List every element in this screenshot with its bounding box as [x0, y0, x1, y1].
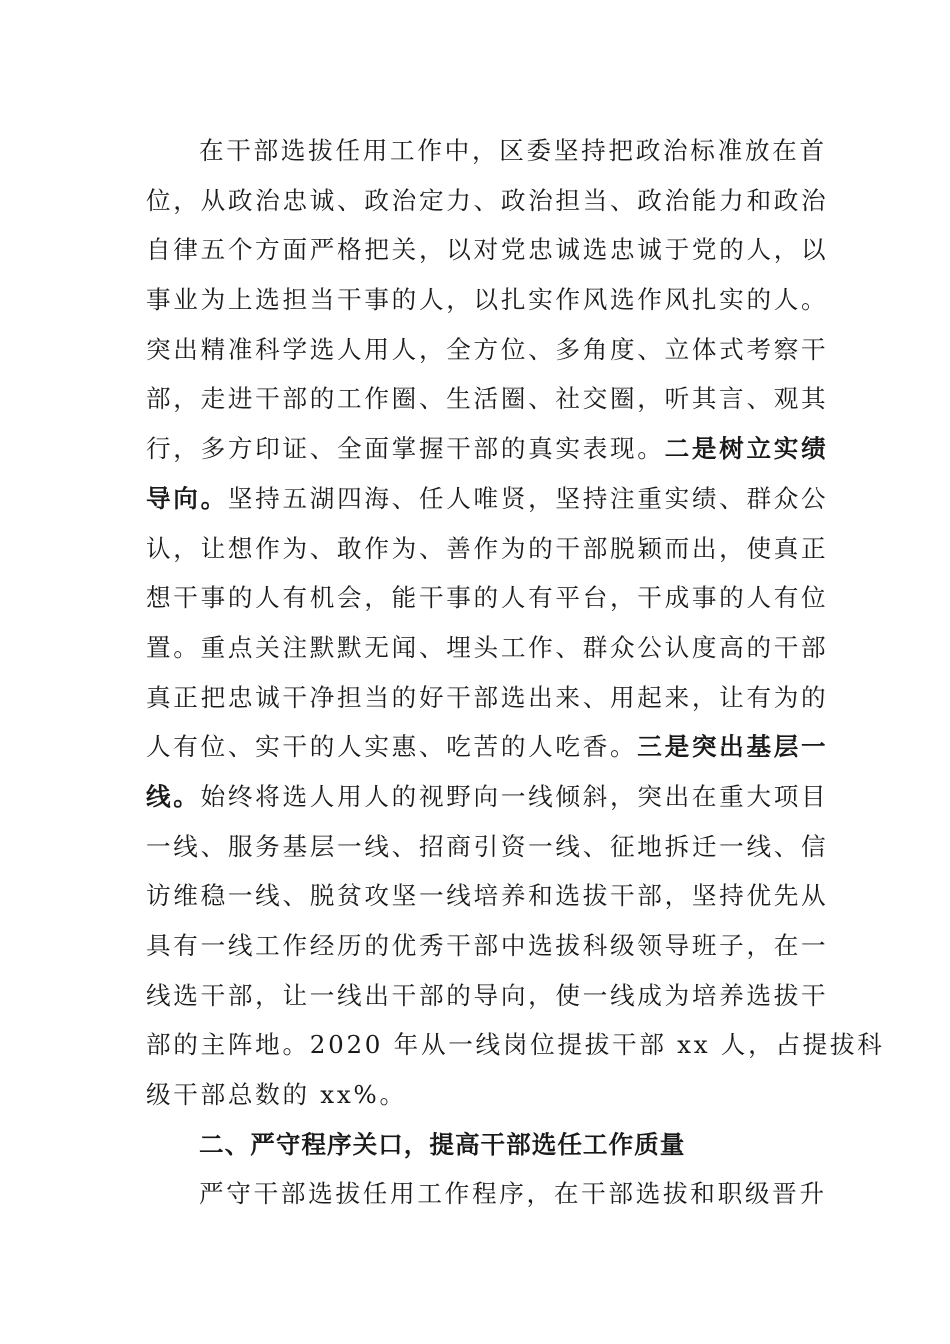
paragraph-line	[146, 1169, 827, 1219]
line-text: 线选干部，让一线出干部的导向，使一线成为培养选拔干	[146, 980, 829, 1010]
paragraph-line	[146, 722, 829, 772]
paragraph-line	[146, 374, 829, 424]
body-text	[146, 126, 885, 1219]
paragraph-line	[146, 1020, 885, 1070]
line-text: 真正把忠诚干净担当的好干部选出来、用起来，让有为的	[146, 682, 829, 712]
section-heading	[146, 1120, 810, 1170]
line-text: 置。重点关注默默无闻、埋头工作、群众公认度高的干部	[146, 632, 829, 662]
paragraph-line	[146, 822, 829, 872]
line-text: 自律五个方面严格把关，以对党忠诚选忠诚于党的人，以	[146, 235, 829, 265]
bold-subheading: 线。	[146, 781, 201, 811]
line-text: 人有位、实干的人实惠、吃苦的人吃香。	[146, 732, 638, 762]
line-text: 行，多方印证、全面掌握干部的真实表现。	[146, 434, 665, 464]
line-text: 访维稳一线、脱贫攻坚一线培养和选拔干部，坚持优先从	[146, 881, 829, 911]
paragraph-line	[146, 126, 827, 176]
line-text: 具有一线工作经历的优秀干部中选拔科级领导班子，在一	[146, 931, 829, 960]
paragraph-line	[146, 225, 829, 275]
paragraph-line	[146, 921, 829, 971]
paragraph-line	[146, 1070, 810, 1120]
line-text: 位，从政治忠诚、政治定力、政治担当、政治能力和政治	[146, 185, 829, 215]
paragraph-line	[146, 573, 829, 623]
paragraph-line	[146, 275, 829, 325]
paragraph-line	[146, 325, 829, 375]
line-text: 事业为上选担当干事的人，以扎实作风选作风扎实的人。	[146, 285, 829, 315]
line-text: 突出精准科学选人用人，全方位、多角度、立体式考察干	[146, 334, 829, 364]
paragraph-line	[146, 623, 829, 673]
line-text: 一线、服务基层一线、招商引资一线、征地拆迁一线、信	[146, 831, 829, 861]
paragraph-line	[146, 176, 829, 226]
paragraph-line	[146, 524, 829, 574]
line-text: 部的主阵地。2020 年从一线岗位提拔干部 xx 人，占提拔科	[146, 1030, 885, 1060]
bold-subheading: 二是树立实绩	[664, 434, 829, 464]
paragraph-line	[146, 871, 829, 921]
line-text: 坚持五湖四海、任人唯贤，坚持注重实绩、群众公	[227, 483, 829, 513]
bold-subheading: 导向。	[146, 483, 228, 513]
line-text: 级干部总数的 xx%。	[146, 1080, 407, 1110]
paragraph-line	[146, 474, 829, 524]
heading-text: 二、严守程序关口，提高干部选任工作质量	[199, 1129, 686, 1159]
line-text: 始终将选人用人的视野向一线倾斜，突出在重大项目	[200, 781, 829, 811]
paragraph-line	[146, 772, 829, 822]
paragraph-line	[146, 673, 829, 723]
bold-subheading: 三是突出基层一	[637, 732, 829, 762]
line-text: 认，让想作为、敢作为、善作为的干部脱颖而出，使真正	[146, 533, 829, 563]
line-text: 在干部选拔任用工作中，区委坚持把政治标准放在首	[199, 136, 827, 165]
paragraph-line	[146, 424, 829, 474]
line-text: 想干事的人有机会，能干事的人有平台，干成事的人有位	[146, 583, 829, 613]
paragraph-line	[146, 971, 829, 1021]
line-text: 严守干部选拔任用工作程序，在干部选拔和职级晋升	[199, 1179, 827, 1209]
line-text: 部，走进干部的工作圈、生活圈、社交圈，听其言、观其	[146, 384, 829, 414]
